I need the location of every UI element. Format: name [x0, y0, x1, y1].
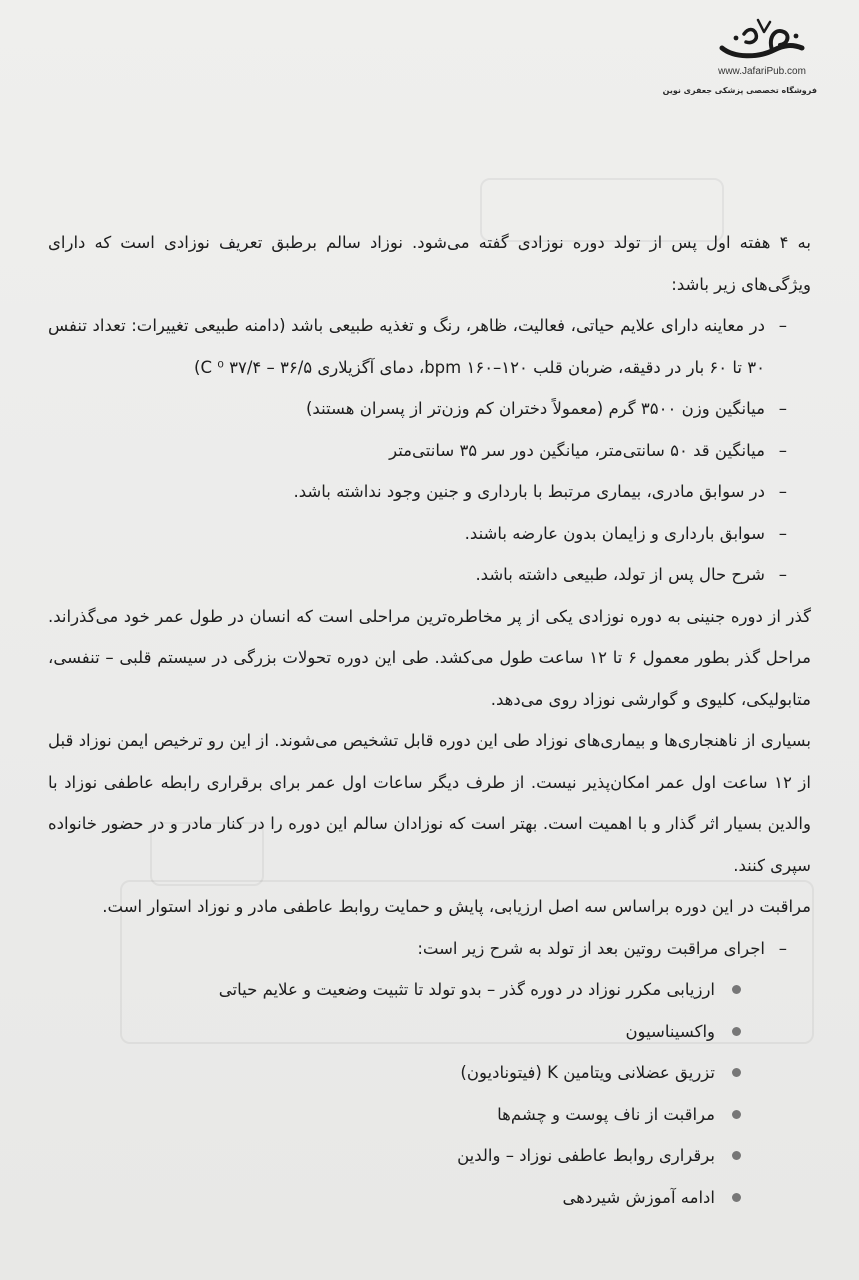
routine-care-list	[48, 969, 811, 1218]
jafari-calligraphy-logo-icon	[714, 14, 810, 64]
routine-heading	[48, 928, 811, 970]
list-item	[48, 305, 811, 388]
publisher-website: www.JafariPub.com	[718, 66, 806, 77]
bullet-dot-icon	[732, 1151, 741, 1160]
list-item	[48, 969, 811, 1011]
list-item-text: شرح حال پس از تولد، طبیعی داشته باشد.	[475, 565, 765, 584]
transition-paragraph: گذر از دوره جنینی به دوره نوزادی یکی از پر مخاطره‌ترین مراحلی است که انسان در طول عمر خود می‌گذراند. مراحل گذر بطور معمول ۶ تا ۱۲ ساعت طول می‌کشد. طی این دوره تحولات بزرگی در سیستم قلبی – تنفسی، متابولیکی، کلیوی و گوارشی نوزاد روی می‌دهد.	[48, 606, 812, 709]
list-item	[48, 1011, 811, 1053]
list-item	[48, 513, 811, 555]
publisher-tagline: فروشگاه تخصصی پزشکی جعفری نوین	[662, 86, 817, 95]
list-item-text: در سوابق مادری، بیماری مرتبط با بارداری و جنین وجود نداشته باشد.	[293, 482, 765, 501]
bullet-dot-icon	[732, 1068, 741, 1077]
list-item	[48, 1135, 811, 1177]
dash-bullet-icon: –	[778, 482, 787, 501]
list-item-text: واکسیناسیون	[625, 1021, 715, 1041]
abnormality-paragraph: بسیاری از ناهنجاری‌ها و بیماری‌های نوزاد طی این دوره قابل تشخیص می‌شوند. از این رو ترخیص ایمن نوزاد قبل از ۱۲ ساعت اول عمر امکان‌پذیر نیست. از طرف دیگر ساعات اول عمر برای برقراری رابطه عاطفی نوزاد با والدین بسیار اثر گذار و با اهمیت است. بهتر است که نوزادان سالم این دوره را در کنار مادر و در حضور خانواده سپری کنند.	[48, 731, 811, 875]
bullet-dot-icon	[732, 1110, 741, 1119]
list-item	[48, 554, 811, 596]
list-item	[48, 1094, 811, 1136]
page-body	[48, 222, 811, 1218]
publisher-logo	[707, 14, 817, 77]
newborn-characteristics-list	[48, 305, 811, 596]
dash-bullet-icon: –	[778, 523, 787, 543]
dash-bullet-icon: –	[778, 565, 787, 584]
dash-bullet-icon: –	[778, 399, 787, 418]
list-item	[48, 430, 811, 472]
list-item-text: در معاینه دارای علایم حیاتی، فعالیت، ظاهر، رنگ و تغذیه طبیعی باشد (دامنه طبیعی تغییرات: تعداد تنفس ۳۰ تا ۶۰ بار در دقیقه، ضربان قلب bpm ۱۶۰–۱۲۰، دمای آگزیلاری C ⁰ ۳۷/۴ – ۳۶/۵)	[48, 316, 765, 377]
dash-bullet-icon: –	[778, 316, 787, 335]
routine-care-heading-list	[48, 928, 811, 970]
list-item-text: سوابق بارداری و زایمان بدون عارضه باشند.	[464, 523, 765, 543]
list-item	[48, 471, 811, 513]
list-item	[48, 388, 811, 430]
list-item-text: تزریق عضلانی ویتامین K (فیتونادیون)	[460, 1063, 715, 1082]
list-item	[48, 1177, 811, 1219]
list-item-text: مراقبت از ناف پوست و چشم‌ها	[497, 1104, 715, 1124]
list-item-text: برقراری روابط عاطفی نوزاد – والدین	[457, 1146, 715, 1165]
list-item-text: ادامه آموزش شیردهی	[562, 1187, 715, 1207]
list-item-text: ارزیابی مکرر نوزاد در دوره گذر – بدو تولد تا تثبیت وضعیت و علایم حیاتی	[218, 980, 715, 999]
list-item-text: میانگین قد ۵۰ سانتی‌متر، میانگین دور سر ۳۵ سانتی‌متر	[389, 440, 765, 460]
list-item	[48, 1052, 811, 1094]
care-paragraph: مراقبت در این دوره براساس سه اصل ارزیابی، پایش و حمایت روابط عاطفی مادر و نوزاد استوار است.	[102, 897, 811, 916]
bullet-dot-icon	[732, 1193, 741, 1202]
intro-paragraph: به ۴ هفته اول پس از تولد دوره نوزادی گفته می‌شود. نوزاد سالم برطبق تعریف نوزادی است که دارای ویژگی‌های زیر باشد:	[48, 233, 811, 294]
bullet-dot-icon	[732, 1027, 741, 1036]
dash-bullet-icon: –	[778, 440, 787, 460]
dash-bullet-icon: –	[778, 938, 787, 958]
routine-heading-text: اجرای مراقبت روتین بعد از تولد به شرح زیر است:	[417, 938, 765, 958]
list-item-text: میانگین وزن ۳۵۰۰ گرم (معمولاً دختران کم وزن‌تر از پسران هستند)	[305, 399, 765, 418]
bullet-dot-icon	[732, 985, 741, 994]
